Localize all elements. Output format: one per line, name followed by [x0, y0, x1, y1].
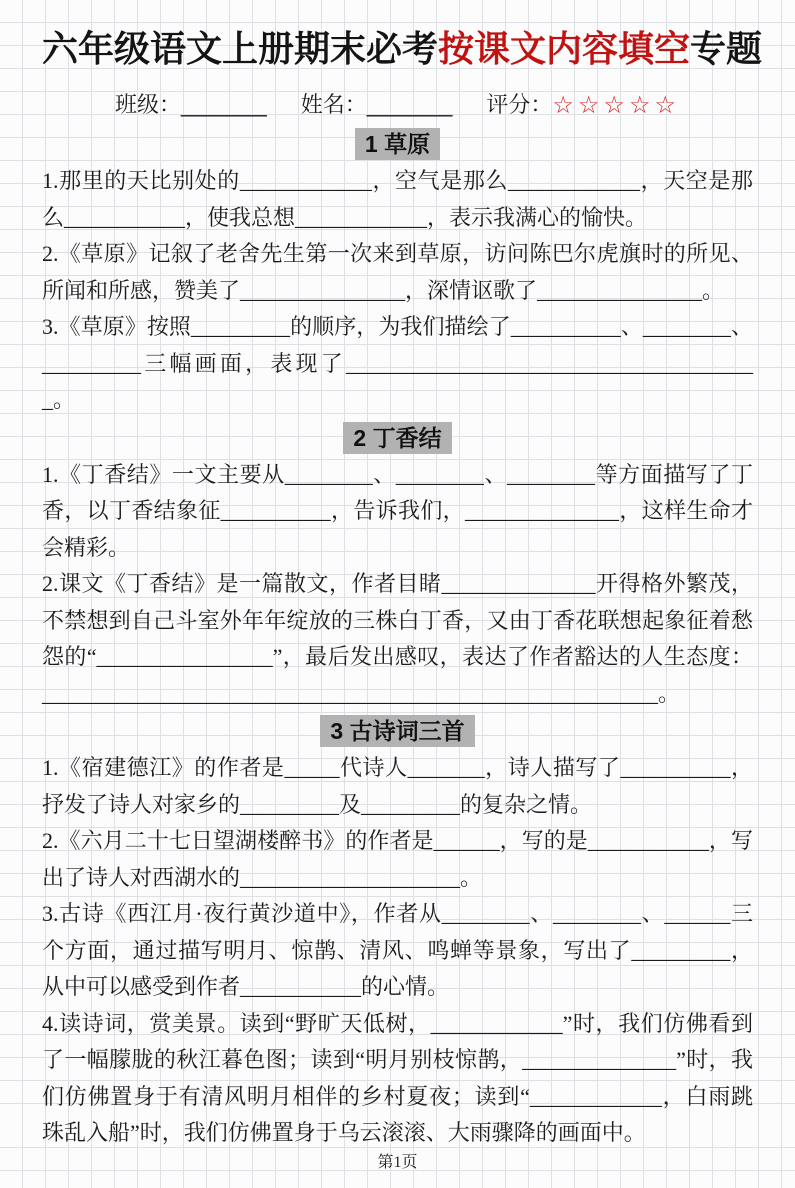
question: 3.古诗《西江月·夜行黄沙道中》，作者从________、________、______三个方面，通过描写明月、惊鹊、清风、鸣蝉等景象，写出了_________，从中可以感受到作者___________的心情。: [42, 901, 753, 999]
question: 1.《宿建德江》的作者是_____代诗人_______，诗人描写了__________，抒发了诗人对家乡的_________及_________的复杂之情。: [42, 755, 753, 817]
class-label: 班级：: [115, 92, 182, 117]
question: 2.《草原》记叙了老舍先生第一次来到草原，访问陈巴尔虎旗时的所见、所闻和所感，赞美了_______________，深情讴歌了_______________。: [42, 241, 753, 303]
question: 2.《六月二十七日望湖楼醉书》的作者是______，写的是___________，写出了诗人对西湖水的____________________。: [42, 828, 753, 890]
title-part-black-1: 六年级语文上册期末必考: [42, 28, 439, 69]
title-part-black-2: 专题: [690, 28, 763, 69]
section-heading-2: [42, 422, 753, 454]
question: 3.《草原》按照_________的顺序，为我们描绘了__________、________、_________三幅画面，表现了______________________________________。: [42, 314, 753, 412]
section-heading-3-label: 3 古诗词三首: [320, 715, 474, 747]
question: 2.课文《丁香结》是一篇散文，作者目睹______________开得格外繁茂，不禁想到自己斗室外年年绽放的三株白丁香，又由丁香花联想起象征着愁怨的“________________”，最后发出感叹，表达了作者豁达的人生态度：________________________________________________________。: [42, 571, 753, 706]
section-heading-2-label: 2 丁香结: [343, 422, 451, 454]
student-info-row: [42, 90, 753, 121]
score-label: 评分：: [486, 92, 553, 117]
class-blank: _______: [181, 92, 267, 117]
star-rating-icons: ☆☆☆☆☆: [552, 92, 680, 119]
section-heading-3: [42, 715, 753, 747]
question: 1.那里的天比别处的____________，空气是那么____________，天空是那么___________，使我总想____________，表示我满心的愉快。: [42, 168, 753, 230]
title-part-red: 按课文内容填空: [438, 28, 691, 69]
page-title: [42, 26, 763, 72]
section-heading-1: [42, 128, 753, 160]
name-label: 姓名：: [300, 92, 367, 117]
name-blank: _______: [366, 92, 453, 117]
question: 4.读诗词，赏美景。读到“野旷天低树，____________”时，我们仿佛看到了一幅朦胧的秋江暮色图；读到“明月别枝惊鹊，______________”时，我们仿佛置身于有清风明月相伴的乡村夏夜；读到“____________，白雨跳珠乱入船”时，我们仿佛置身于乌云滚滚、大雨骤降的画面中。: [42, 1010, 753, 1145]
section-heading-1-label: 1 草原: [355, 128, 440, 160]
page-number: 第1页: [377, 1153, 418, 1171]
question: 1.《丁香结》一文主要从________、________、________等方面描写了丁香，以丁香结象征__________，告诉我们，______________，这样生命才会精彩。: [42, 461, 753, 560]
